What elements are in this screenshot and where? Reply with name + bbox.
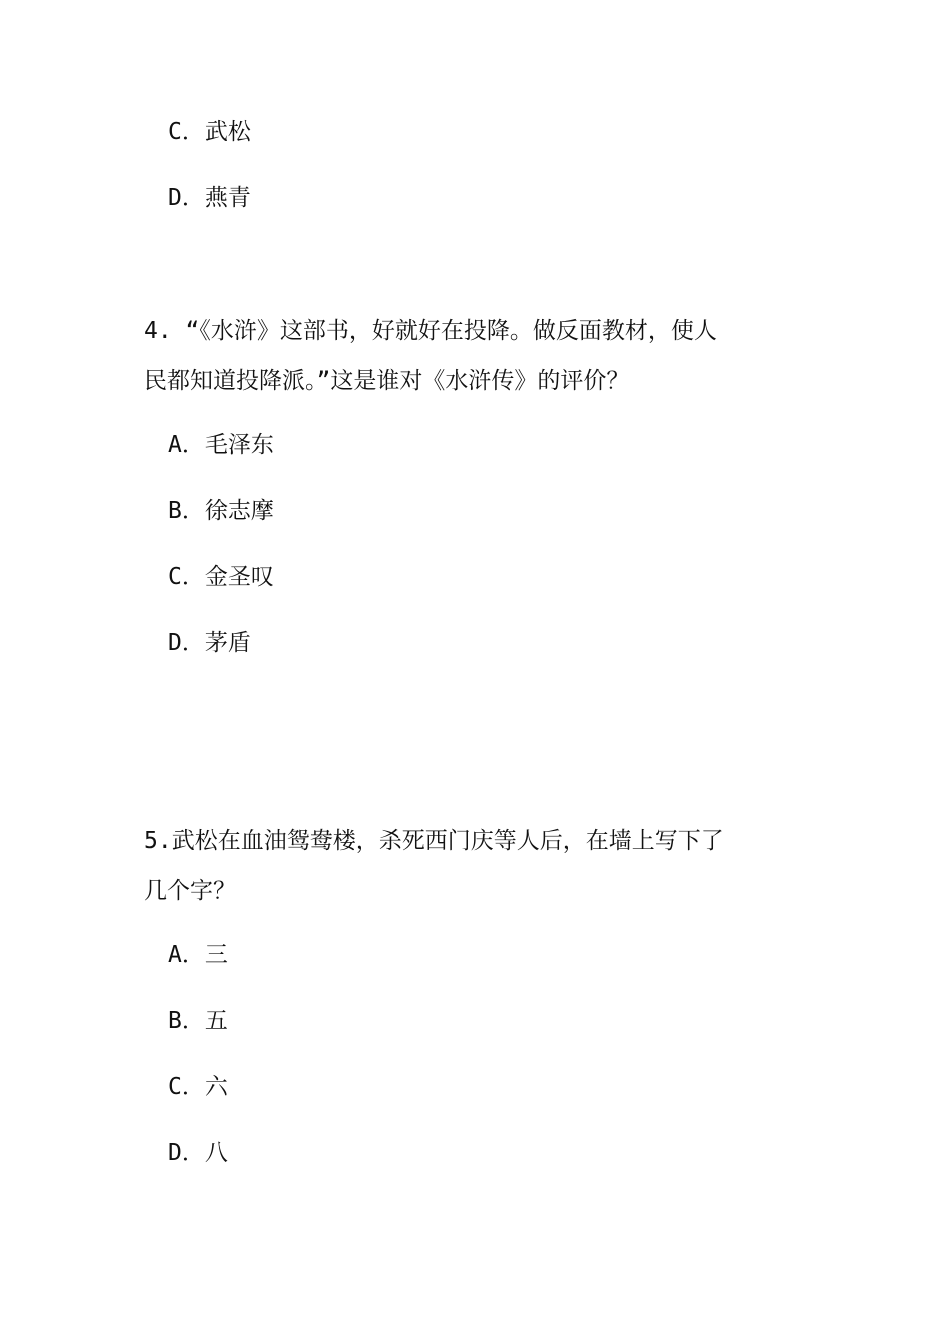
question-4-text-line-2: 民都知道投降派。”这是谁对《水浒传》的评价？	[144, 368, 630, 394]
question-4-option-c: C．金圣叹	[168, 564, 274, 590]
question-5-option-c: C．六	[168, 1074, 228, 1100]
question-5-option-d: D．八	[168, 1140, 228, 1166]
question-5-text-line-1: 5.武松在血油鸳鸯楼，杀死西门庆等人后，在墙上写下了	[144, 828, 724, 854]
question-5-option-b: B．五	[168, 1008, 228, 1034]
prev-option-d: D．燕青	[168, 185, 251, 211]
question-4-option-d: D．茅盾	[168, 630, 251, 656]
question-4-option-b: B．徐志摩	[168, 498, 274, 524]
prev-option-c: C．武松	[168, 119, 251, 145]
question-5-option-a: A．三	[168, 942, 228, 968]
question-4-option-a: A．毛泽东	[168, 432, 274, 458]
question-4-text-line-1: 4. “《水浒》这部书，好就好在投降。做反面教材，使人	[144, 318, 717, 344]
question-5-text-line-2: 几个字？	[144, 878, 236, 904]
